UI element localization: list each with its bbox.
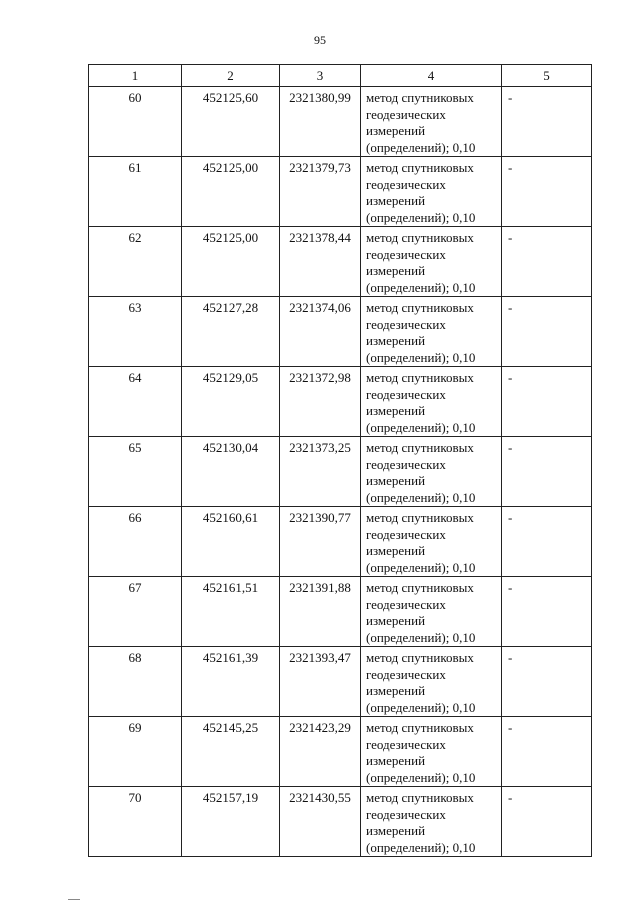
coordinate-y: 2321379,73 (280, 157, 361, 227)
table-row (89, 717, 592, 787)
table-row (89, 157, 592, 227)
point-description: - (502, 507, 592, 577)
table-row (89, 577, 592, 647)
method-description: метод спутниковых геодезических измерений (определений); 0,10 (361, 647, 502, 717)
coordinate-x: 452129,05 (182, 367, 280, 437)
point-number: 70 (89, 787, 182, 857)
coordinate-y: 2321430,55 (280, 787, 361, 857)
point-number: 64 (89, 367, 182, 437)
point-description: - (502, 647, 592, 717)
coordinate-x: 452125,00 (182, 157, 280, 227)
point-number: 65 (89, 437, 182, 507)
coordinate-y: 2321373,25 (280, 437, 361, 507)
method-description: метод спутниковых геодезических измерений (определений); 0,10 (361, 787, 502, 857)
table-row (89, 297, 592, 367)
coordinate-y: 2321378,44 (280, 227, 361, 297)
coordinate-y: 2321390,77 (280, 507, 361, 577)
point-description: - (502, 87, 592, 157)
column-header-3: 3 (280, 65, 361, 87)
column-header-4: 4 (361, 65, 502, 87)
column-header-1: 1 (89, 65, 182, 87)
coordinate-y: 2321372,98 (280, 367, 361, 437)
point-number: 69 (89, 717, 182, 787)
table-row (89, 367, 592, 437)
coordinate-x: 452145,25 (182, 717, 280, 787)
table-header-row (89, 65, 592, 87)
coordinate-x: 452127,28 (182, 297, 280, 367)
coordinate-x: 452125,00 (182, 227, 280, 297)
point-number: 63 (89, 297, 182, 367)
method-description: метод спутниковых геодезических измерений (определений); 0,10 (361, 157, 502, 227)
point-description: - (502, 437, 592, 507)
method-description: метод спутниковых геодезических измерений (определений); 0,10 (361, 437, 502, 507)
coordinate-y: 2321423,29 (280, 717, 361, 787)
method-description: метод спутниковых геодезических измерений (определений); 0,10 (361, 577, 502, 647)
point-description: - (502, 787, 592, 857)
point-description: - (502, 297, 592, 367)
method-description: метод спутниковых геодезических измерений (определений); 0,10 (361, 227, 502, 297)
method-description: метод спутниковых геодезических измерений (определений); 0,10 (361, 507, 502, 577)
coordinate-y: 2321391,88 (280, 577, 361, 647)
footer-mark (68, 899, 80, 900)
table-row (89, 787, 592, 857)
table-row (89, 507, 592, 577)
coordinates-table (88, 64, 592, 857)
coordinate-x: 452125,60 (182, 87, 280, 157)
method-description: метод спутниковых геодезических измерений (определений); 0,10 (361, 717, 502, 787)
page-number: 95 (314, 33, 326, 47)
table-row (89, 647, 592, 717)
coordinate-y: 2321380,99 (280, 87, 361, 157)
method-description: метод спутниковых геодезических измерений (определений); 0,10 (361, 367, 502, 437)
point-description: - (502, 157, 592, 227)
point-description: - (502, 367, 592, 437)
method-description: метод спутниковых геодезических измерений (определений); 0,10 (361, 297, 502, 367)
table-row (89, 437, 592, 507)
point-description: - (502, 577, 592, 647)
point-number: 66 (89, 507, 182, 577)
table-row (89, 87, 592, 157)
table-row (89, 227, 592, 297)
coordinate-x: 452160,61 (182, 507, 280, 577)
point-description: - (502, 227, 592, 297)
point-number: 67 (89, 577, 182, 647)
point-description: - (502, 717, 592, 787)
coordinate-x: 452130,04 (182, 437, 280, 507)
coordinate-y: 2321374,06 (280, 297, 361, 367)
point-number: 68 (89, 647, 182, 717)
point-number: 62 (89, 227, 182, 297)
point-number: 60 (89, 87, 182, 157)
coordinate-x: 452157,19 (182, 787, 280, 857)
coordinate-x: 452161,51 (182, 577, 280, 647)
method-description: метод спутниковых геодезических измерений (определений); 0,10 (361, 87, 502, 157)
point-number: 61 (89, 157, 182, 227)
column-header-5: 5 (502, 65, 592, 87)
coordinate-x: 452161,39 (182, 647, 280, 717)
column-header-2: 2 (182, 65, 280, 87)
coordinate-y: 2321393,47 (280, 647, 361, 717)
